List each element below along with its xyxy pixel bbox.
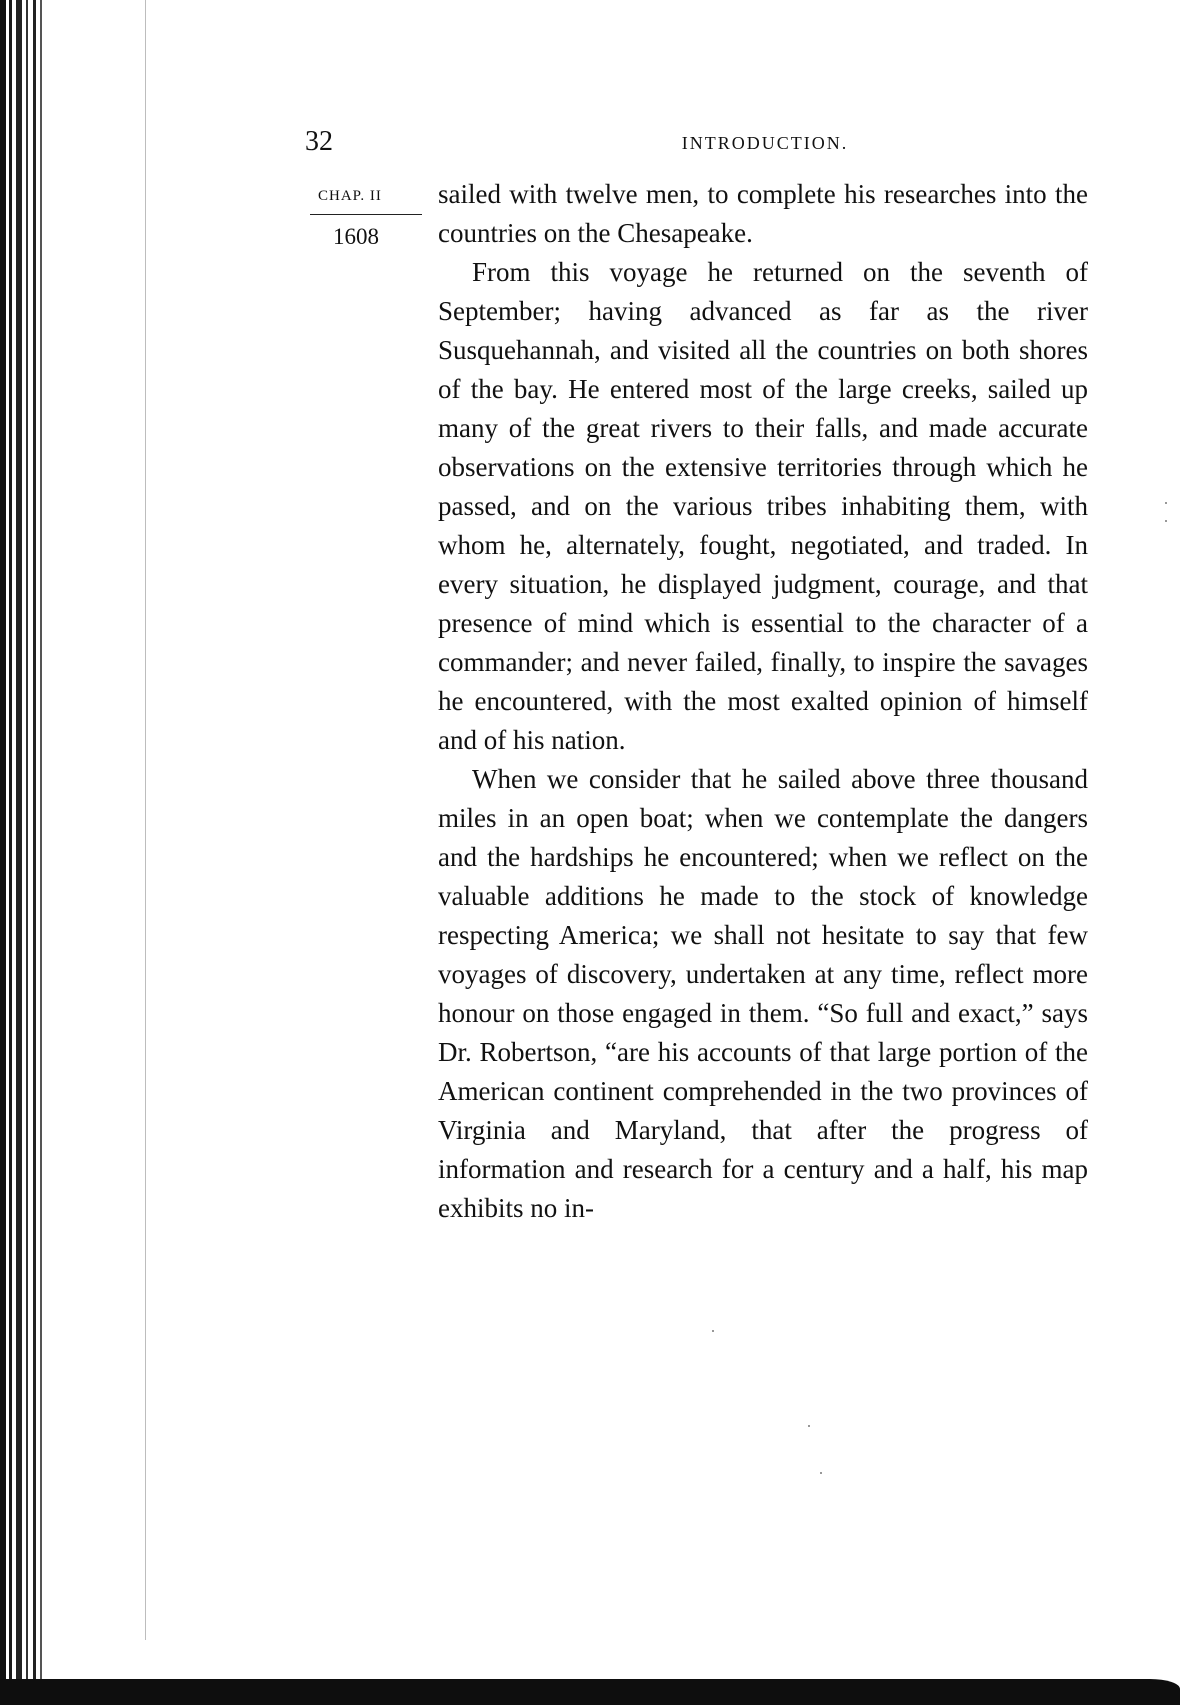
scan-speck: [820, 1472, 822, 1474]
scan-speck: [1165, 502, 1167, 504]
scan-left-edge: [0, 0, 54, 1705]
paragraph: sailed with twelve men, to complete his researches into the countries on the Chesapeake.: [438, 179, 1088, 248]
scan-fold-line: [145, 0, 146, 1640]
page-number: 32: [305, 126, 333, 157]
margin-chapter-label: CHAP. II: [318, 188, 382, 204]
scan-bottom-edge: [0, 1679, 1180, 1705]
running-head: INTRODUCTION.: [681, 133, 849, 153]
scan-speck: [1165, 520, 1167, 522]
margin-year-label: 1608: [333, 224, 379, 249]
paragraph: When we consider that he sailed above three thousand miles in an open boat; when we contemplate the dangers and the hardships he encountered; when we reflect on the valuable additions he made to the stock of knowledge respecting America; we shall not hesitate to say that few voyages of discovery, undertaken at any time, reflect more honour on those engaged in them. “So full and exact,” says Dr. Robertson, “are his accounts of that large portion of the American continent comprehended in the two provinces of Virginia and Maryland, that after the progress of information and research for a century and a half, his map exhibits no in-: [438, 764, 1088, 1223]
margin-rule: [310, 214, 422, 215]
scan-speck: [712, 1330, 714, 1332]
scan-speck: [808, 1425, 810, 1427]
body-text: [438, 175, 1088, 1228]
paragraph: From this voyage he returned on the seventh of September; having advanced as far as the river Susquehannah, and visited all the countries on both shores of the bay. He entered most of the large creeks, sailed up many of the great rivers to their falls, and made accurate observations on the extensive territories through which he passed, and on the various tribes inhabiting them, with whom he, alternately, fought, negotiated, and traded. In every situation, he displayed judgment, courage, and that presence of mind which is essential to the character of a commander; and never failed, finally, to inspire the savages he encountered, with the most exalted opinion of himself and of his nation.: [438, 257, 1088, 755]
